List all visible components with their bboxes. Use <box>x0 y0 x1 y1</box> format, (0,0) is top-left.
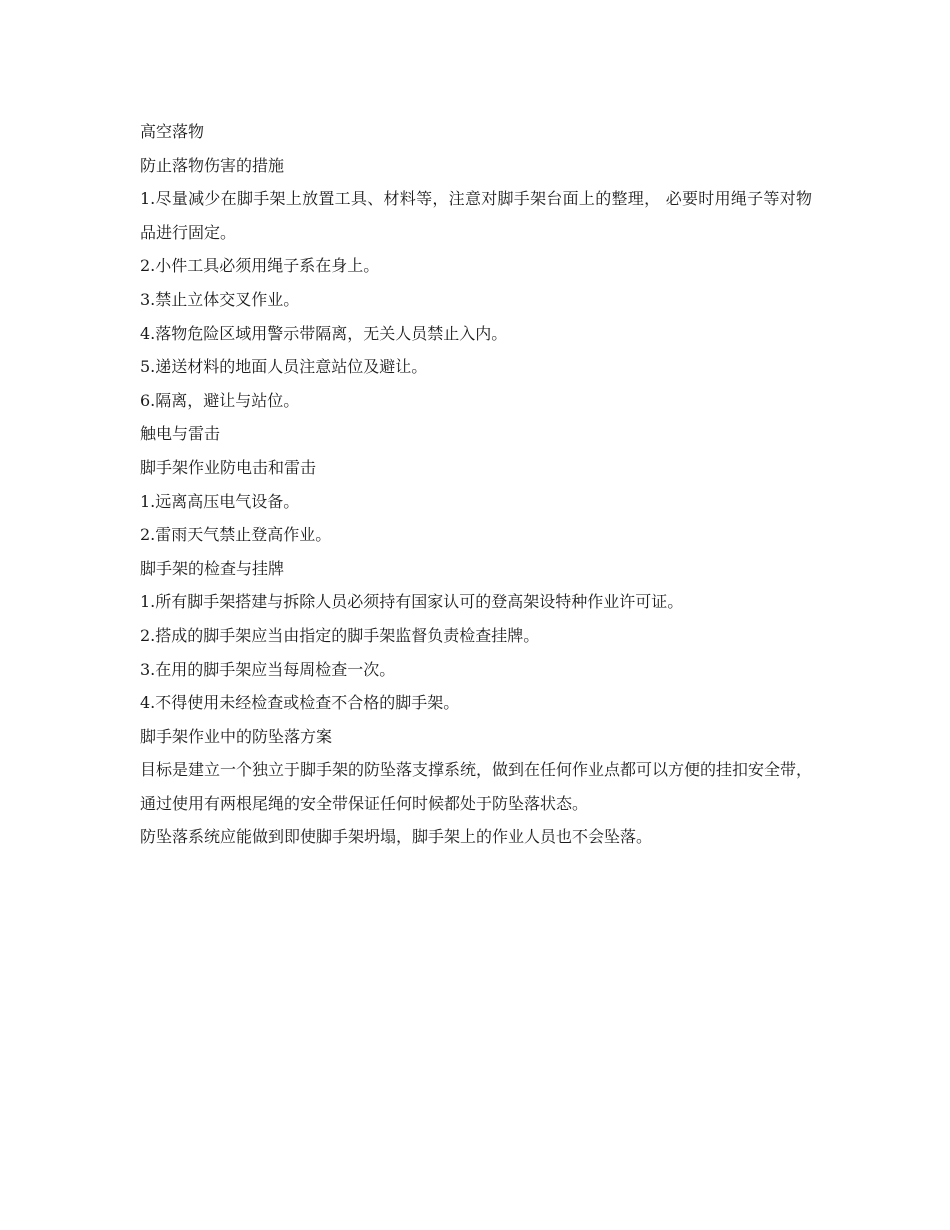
section-heading-falling-objects: 高空落物 <box>140 122 205 141</box>
list-item: 4.落物危险区域用警示带隔离，无关人员禁止入内。 <box>140 323 508 343</box>
subheading-falling-object-measures: 防止落物伤害的措施 <box>140 155 285 175</box>
list-item: 1.尽量减少在脚手架上放置工具、材料等，注意对脚手架台面上的整理， 必要时用绳子等对物品进行固定。 <box>140 189 812 242</box>
list-item: 2.雷雨天气禁止登高作业。 <box>140 525 332 545</box>
list-item: 5.递送材料的地面人员注意站位及避让。 <box>140 357 428 377</box>
list-item: 2.小件工具必须用绳子系在身上。 <box>140 256 380 276</box>
list-item: 2.搭成的脚手架应当由指定的脚手架监督负责检查挂牌。 <box>140 625 540 645</box>
paragraph: 防坠落系统应能做到即使脚手架坍塌，脚手架上的作业人员也不会坠落。 <box>140 827 653 847</box>
list-item: 6.隔离，避让与站位。 <box>140 390 300 410</box>
section-heading-inspection-tagging: 脚手架的检查与挂牌 <box>140 558 285 578</box>
list-item: 3.禁止立体交叉作业。 <box>140 289 300 309</box>
paragraph: 目标是建立一个独立于脚手架的防坠落支撑系统，做到在任何作业点都可以方便的挂扣安全带，通过使用有两根尾绳的安全带保证任何时候都处于防坠落状态。 <box>140 760 813 813</box>
section-heading-electric-shock: 触电与雷击 <box>140 424 221 444</box>
subheading-shock-lightning-protection: 脚手架作业防电击和雷击 <box>140 457 317 477</box>
list-item: 4.不得使用未经检查或检查不合格的脚手架。 <box>140 693 460 713</box>
document-body <box>140 115 812 854</box>
section-heading-fall-protection: 脚手架作业中的防坠落方案 <box>140 726 333 746</box>
list-item: 1.所有脚手架搭建与拆除人员必须持有国家认可的登高架设特种作业许可证。 <box>140 592 684 612</box>
list-item: 1.远离高压电气设备。 <box>140 491 300 511</box>
list-item: 3.在用的脚手架应当每周检查一次。 <box>140 659 396 679</box>
